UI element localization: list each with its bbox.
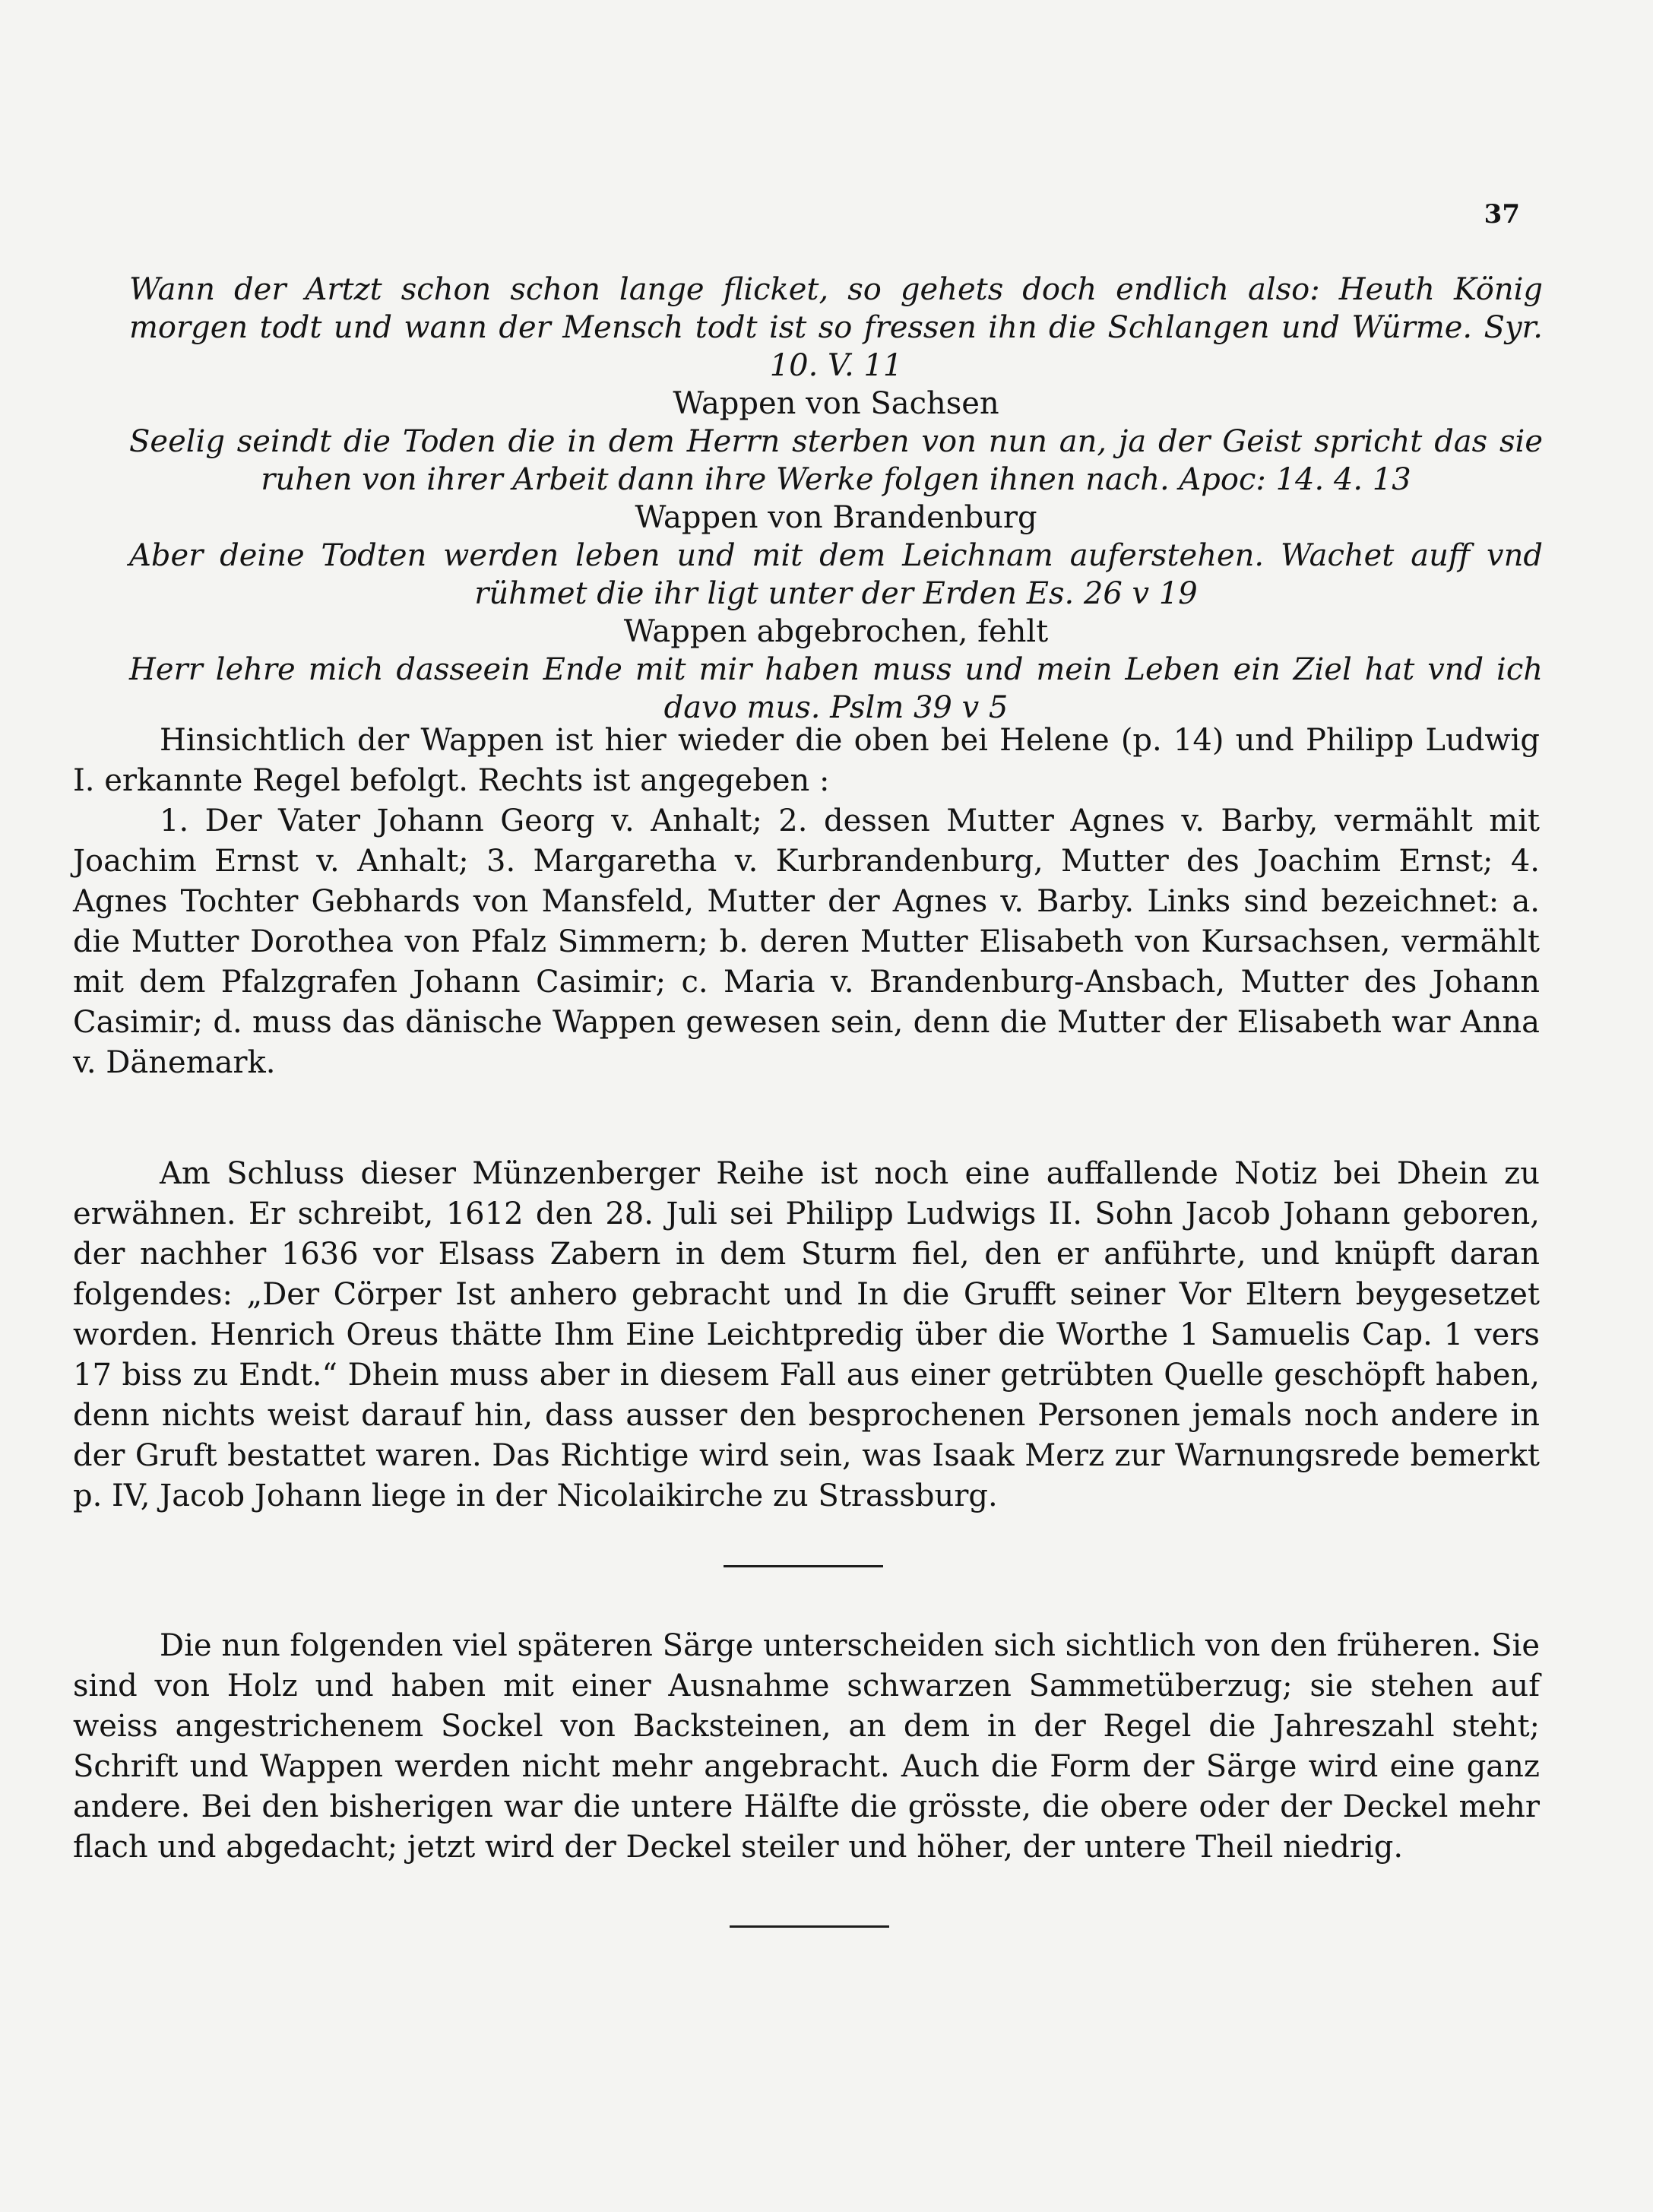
coat-of-arms-heading-missing: Wappen abgebrochen, fehlt: [623, 614, 1049, 649]
muenzenberg-section: [73, 1154, 1540, 1526]
paragraph-later-coffins: Die nun folgenden viel späteren Särge unterscheiden sich sichtlich von den früheren. Sie sind von Holz und haben mit einer Ausnahme schwarzen Sammetüberzug; sie stehen auf weiss angestrichenem Sockel von Backsteinen, an dem in der Regel die Jahreszahl steht; Schrift und Wappen werden nicht mehr angebracht. Auch die Form der Särge wird eine ganz andere. Bei den bisherigen war die untere Hälfte die grösste, die obere oder der Deckel mehr flach und abgedacht; jetzt wird der Deckel steiler und höher, der untere Theil niedrig.: [73, 1628, 1540, 1865]
inscription-verse-psalm: Herr lehre mich dasseein Ende mit mir haben muss und mein Leben ein Ziel hat vnd ich davo mus. Pslm 39 v 5: [129, 652, 1543, 725]
inscription-verse-isaiah: Aber deine Todten werden leben und mit dem Leichnam auferstehen. Wachet auff vnd rühmet die ihr ligt unter der Erden Es. 26 v 19: [129, 538, 1543, 611]
paragraph-heraldry-list: 1. Der Vater Johann Georg v. Anhalt; 2. dessen Mutter Agnes v. Barby, vermählt mit Joachim Ernst v. Anhalt; 3. Margaretha v. Kurbrandenburg, Mutter des Joachim Ernst; 4. Agnes Tochter Gebhards von Mansfeld, Mutter der Agnes v. Barby. Links sind bezeichnet: a. die Mutter Dorothea von Pfalz Simmern; b. deren Mutter Elisabeth von Kursachsen, vermählt mit dem Pfalzgrafen Johann Casimir; c. Maria v. Brandenburg-Ansbach, Mutter des Johann Casimir; d. muss das dänische Wappen gewesen sein, denn die Mutter der Elisabeth war Anna v. Dänemark.: [73, 803, 1540, 1080]
coat-of-arms-heading-brandenburg: Wappen von Brandenburg: [635, 500, 1037, 535]
paragraph-muenzenberg-note: Am Schluss dieser Münzenberger Reihe ist noch eine auffallende Notiz bei Dhein zu erwähnen. Er schreibt, 1612 den 28. Juli sei Philipp Ludwigs II. Sohn Jacob Johann geboren, der nachher 1636 vor Elsass Zabern in dem Sturm fiel, den er anführte, und knüpft daran folgendes: „Der Cörper Ist anhero gebracht und In die Grufft seiner Vor Eltern beygesetzet worden. Henrich Oreus thätte Ihm Eine Leichtpredig über die Worthe 1 Samuelis Cap. 1 vers 17 biss zu Endt.“ Dhein muss aber in diesem Fall aus einer getrübten Quelle geschöpft haben, denn nichts weist darauf hin, dass ausser den besprochenen Personen jemals noch andere in der Gruft bestattet waren. Das Richtige wird sein, was Isaak Merz zur Warnungsrede bemerkt p. IV, Jacob Johann liege in der Nicolaikirche zu Strassburg.: [73, 1156, 1540, 1513]
coffin-inscription: [129, 271, 1543, 727]
heraldry-section: [73, 721, 1540, 1080]
section-divider: [724, 1565, 883, 1567]
inscription-verse-apocalypse: Seelig seindt die Toden die in dem Herrn sterben von nun an, ja der Geist spricht das sie ruhen von ihrer Arbeit dann ihre Werke folgen ihnen nach. Apoc: 14. 4. 13: [129, 424, 1543, 497]
inscription-verse-sirach: Wann der Artzt schon schon lange flicket, so gehets doch endlich also: Heuth König morgen todt und wann der Mensch todt ist so fressen ihn die Schlangen und Würme. Syr. 10. V. 11: [129, 272, 1543, 383]
later-coffins-section: [73, 1626, 1540, 1877]
paragraph-heraldry-rule: Hinsichtlich der Wappen ist hier wieder die oben bei Helene (p. 14) und Philipp Ludwig I. erkannte Regel befolgt. Rechts ist angegeben :: [73, 723, 1540, 798]
section-divider: [730, 1925, 889, 1928]
coat-of-arms-heading-sachsen: Wappen von Sachsen: [673, 386, 999, 421]
page-number: 37: [1484, 199, 1520, 230]
